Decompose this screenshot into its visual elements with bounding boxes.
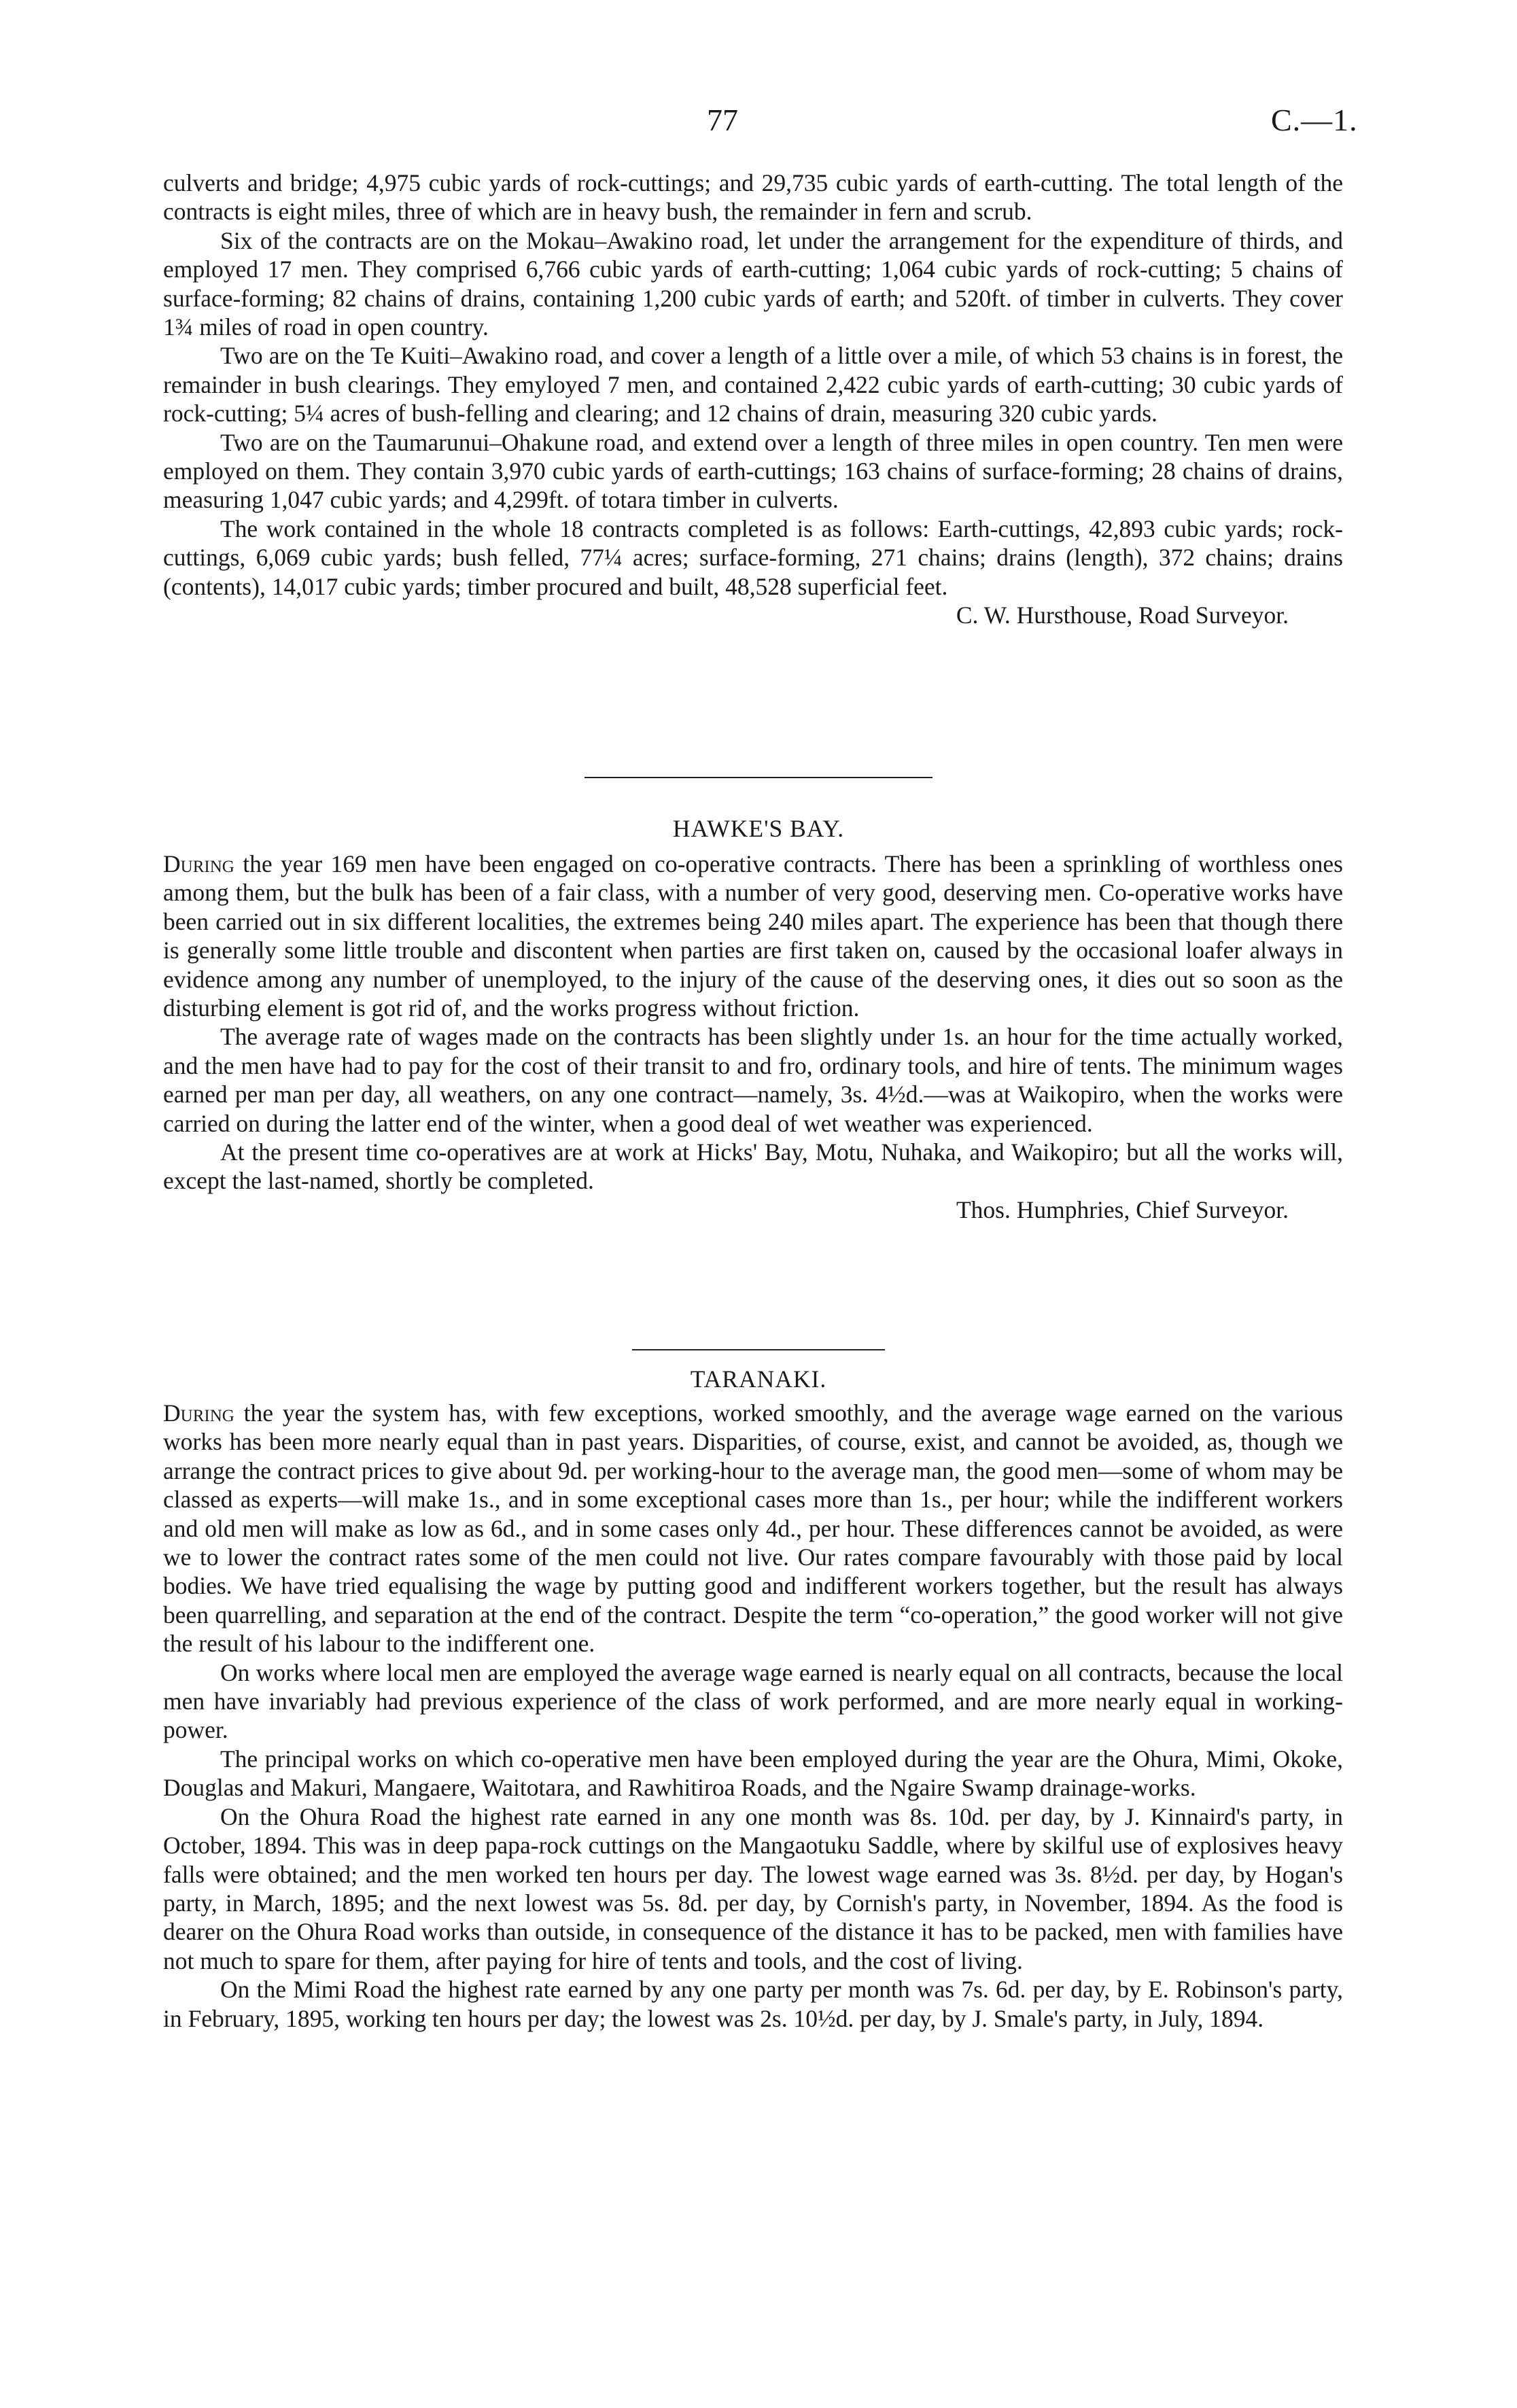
page-number: 77 xyxy=(707,103,738,137)
paragraph: On the Mimi Road the highest rate earned by any one party per month was 7s. 6d. per day, by E. Robinson's party, in February, 1895, working ten hours per day; the lowest was 2s. 10½d. per day, by J. Smale's party, in July, 1894. xyxy=(163,1976,1343,2032)
section-divider xyxy=(585,777,932,778)
paragraph xyxy=(163,850,1343,1022)
paragraph-text: the year the system has, with few exceptions, worked smoothly, and the average wage earned on the various works has been more nearly equal than in past years. Disparities, of course, exist, and cannot be avoided, as, though we arrange the contract prices to give about 9d. per working-hour to the average man, the good men—some of whom may be classed as experts—will make 1s., and in some exceptional cases more than 1s., per hour; while the indifferent workers and old men will make as low as 6d., and in some cases only 4d., per hour. These differences cannot be avoided, as were we to lower the contract rates some of the men could not live. Our rates compare favourably with those paid by local bodies. We have tried equalising the wage by putting good and indifferent workers together, but the result has always been quarrelling, and separation at the end of the contract. Despite the term “co-operation,” the good worker will not give the result of his labour to the indifferent one. xyxy=(163,1399,1343,1658)
document-code: C.—1. xyxy=(1271,103,1358,137)
paragraph: The principal works on which co-operative men have been employed during the year are the Ohura, Mimi, Okoke, Douglas and Makuri, Mangaere, Waitotara, and Rawhitiroa Roads, and the Ngaire Swamp drainage-works. xyxy=(163,1745,1343,1802)
taranaki-section xyxy=(163,1399,1343,2033)
paragraph: Two are on the Taumarunui–Ohakune road, and extend over a length of three miles in open country. Ten men were employed on them. They contain 3,970 cubic yards of earth-cuttings; 163 chains of surface-forming; 28 chains of drains, measuring 1,047 cubic yards; and 4,299ft. of totara timber in culverts. xyxy=(163,428,1343,514)
paragraph: Six of the contracts are on the Mokau–Awakino road, let under the arrangement for the expenditure of thirds, and employed 17 men. They comprised 6,766 cubic yards of earth-cutting; 1,064 cubic yards of rock-cutting; 5 chains of surface-forming; 82 chains of drains, containing 1,200 cubic yards of earth; and 520ft. of timber in culverts. They cover 1¾ miles of road in open country. xyxy=(163,226,1343,341)
paragraph xyxy=(163,1399,1343,1658)
paragraph: The average rate of wages made on the contracts has been slightly under 1s. an hour for the time actually worked, and the men have had to pay for the cost of their transit to and fro, ordinary tools, and hire of tents. The minimum wages earned per man per day, all weathers, on any one contract—namely, 3s. 4½d.—was at Waikopiro, when the works were carried on during the latter end of the winter, when a good deal of wet weather was experienced. xyxy=(163,1023,1343,1137)
paragraph: On the Ohura Road the highest rate earned in any one month was 8s. 10d. per day, by J. Kinnaird's party, in October, 1894. This was in deep papa-rock cuttings on the Mangaotuku Saddle, where by skilful use of explosives heavy falls were obtained; and the men worked ten hours per day. The lowest wage earned was 3s. 8½d. per day, by Hogan's party, in March, 1895; and the next lowest was 5s. 8d. per day, by Cornish's party, in November, 1894. As the food is dearer on the Ohura Road works than outside, in consequence of the distance it has to be packed, men with families have not much to spare for them, after paying for hire of tents and tools, and the cost of living. xyxy=(163,1802,1343,1974)
paragraph: culverts and bridge; 4,975 cubic yards of rock-cuttings; and 29,735 cubic yards of earth-cutting. The total length of the contracts is eight miles, three of which are in heavy bush, the remainder in fern and scrub. xyxy=(163,169,1343,226)
paragraph-text: the year 169 men have been engaged on co-operative contracts. There has been a sprinkling of worthless ones among them, but the bulk has been of a fair class, with a number of very good, deserving men. Co-operative works have been carried out in six different localities, the extremes being 240 miles apart. The experience has been that though there is generally some little trouble and discontent when parties are first taken on, caused by the occasional loafer always in evidence among any number of unemployed, to the injury of the cause of the deserving ones, it dies out so soon as the disturbing element is got rid of, and the works progress without friction. xyxy=(163,850,1343,1022)
paragraph: At the present time co-operatives are at work at Hicks' Bay, Motu, Nuhaka, and Waikopiro; but all the works will, except the last-named, shortly be completed. xyxy=(163,1138,1343,1195)
signature: C. W. Hursthouse, Road Surveyor. xyxy=(956,601,1289,629)
paragraph: The work contained in the whole 18 contracts completed is as follows: Earth-cuttings, 42,893 cubic yards; rock-cuttings, 6,069 cubic yards; bush felled, 77¼ acres; surface-forming, 271 chains; drains (length), 372 chains; drains (contents), 14,017 cubic yards; timber procured and built, 48,528 superficial feet. xyxy=(163,514,1343,600)
signature: Thos. Humphries, Chief Surveyor. xyxy=(956,1196,1289,1223)
section-title-hawkes-bay: HAWKE'S BAY. xyxy=(672,815,845,842)
lead-word: During xyxy=(163,850,234,877)
road-report-section xyxy=(163,169,1343,630)
lead-word: During xyxy=(163,1399,234,1427)
paragraph: On works where local men are employed the average wage earned is nearly equal on all contracts, because the local men have invariably had previous experience of the class of work performed, and are more nearly equal in working-power. xyxy=(163,1658,1343,1744)
paragraph: Two are on the Te Kuiti–Awakino road, and cover a length of a little over a mile, of which 53 chains is in forest, the remainder in bush clearings. They emyloyed 7 men, and contained 2,422 cubic yards of earth-cutting; 30 cubic yards of rock-cutting; 5¼ acres of bush-felling and clearing; and 12 chains of drain, measuring 320 cubic yards. xyxy=(163,342,1343,427)
hawkes-bay-section xyxy=(163,850,1343,1224)
page-header xyxy=(0,102,1517,150)
section-title-taranaki: TARANAKI. xyxy=(690,1365,827,1393)
section-divider xyxy=(632,1349,885,1350)
